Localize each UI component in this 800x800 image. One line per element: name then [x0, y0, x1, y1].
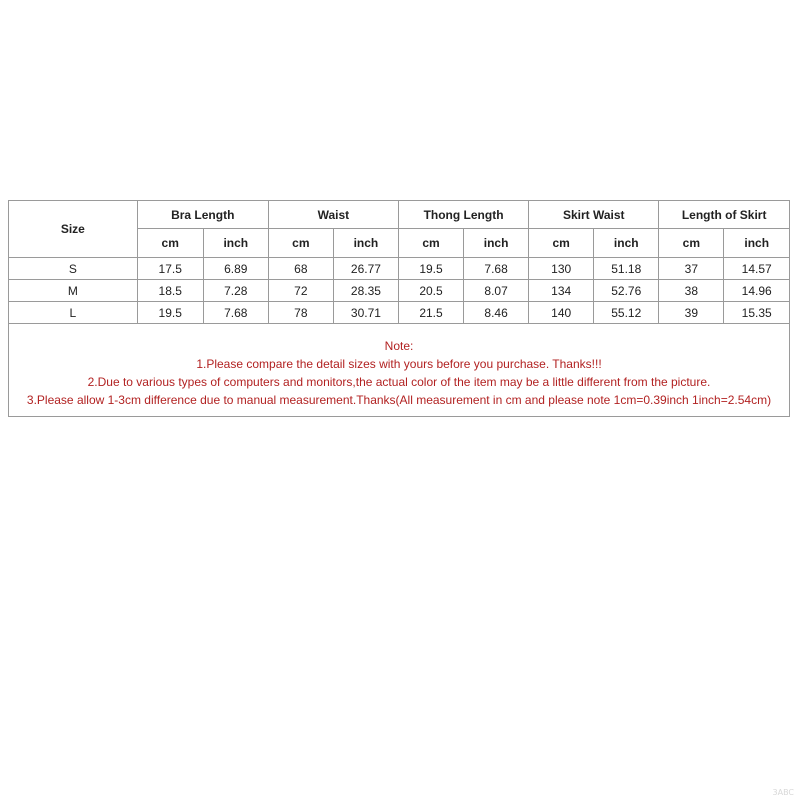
table-cell: 17.5	[137, 258, 203, 280]
table-cell: 39	[659, 302, 724, 324]
size-header: Size	[9, 201, 137, 258]
unit-header-cm: cm	[659, 229, 724, 258]
group-header-thong-length: Thong Length	[398, 201, 528, 229]
table-cell: 72	[268, 280, 333, 302]
table-cell: 130	[529, 258, 594, 280]
table-row	[9, 258, 789, 280]
notes-section	[9, 324, 789, 409]
table-cell: 6.89	[203, 258, 268, 280]
group-header-waist: Waist	[268, 201, 398, 229]
table-cell: 7.68	[464, 258, 529, 280]
unit-header-inch: inch	[464, 229, 529, 258]
table-cell: 26.77	[333, 258, 398, 280]
table-cell: 37	[659, 258, 724, 280]
table-cell: 55.12	[594, 302, 659, 324]
table-cell: 7.28	[203, 280, 268, 302]
group-header-skirt-waist: Skirt Waist	[529, 201, 659, 229]
table-cell: 14.96	[724, 280, 789, 302]
note-line: 1.Please compare the detail sizes with yours before you purchase. Thanks!!!	[196, 357, 602, 371]
table-cell: 28.35	[333, 280, 398, 302]
table-cell: 7.68	[203, 302, 268, 324]
table-cell: 14.57	[724, 258, 789, 280]
table-cell: 19.5	[137, 302, 203, 324]
note-line: 3.Please allow 1-3cm difference due to manual measurement.Thanks(All measurement in cm and please note 1cm=0.39inch 1inch=2.54cm)	[26, 393, 772, 407]
size-cell: M	[9, 280, 137, 302]
table-cell: 20.5	[398, 280, 463, 302]
group-header-bra-length: Bra Length	[137, 201, 268, 229]
table-row	[9, 280, 789, 302]
size-chart	[8, 200, 790, 417]
group-header-length-of-skirt: Length of Skirt	[659, 201, 789, 229]
table-cell: 8.46	[464, 302, 529, 324]
table-cell: 51.18	[594, 258, 659, 280]
note-line: 2.Due to various types of computers and monitors,the actual color of the item may be a little different from the picture.	[87, 375, 711, 389]
unit-header-cm: cm	[268, 229, 333, 258]
size-cell: L	[9, 302, 137, 324]
table-cell: 19.5	[398, 258, 463, 280]
table-cell: 78	[268, 302, 333, 324]
unit-header-cm: cm	[398, 229, 463, 258]
table-cell: 18.5	[137, 280, 203, 302]
table-row	[9, 302, 789, 324]
table-cell: 52.76	[594, 280, 659, 302]
size-table	[9, 201, 789, 324]
table-cell: 134	[529, 280, 594, 302]
unit-header-inch: inch	[724, 229, 789, 258]
table-cell: 68	[268, 258, 333, 280]
notes-title: Note:	[384, 339, 414, 353]
unit-header-cm: cm	[137, 229, 203, 258]
table-cell: 21.5	[398, 302, 463, 324]
unit-header-inch: inch	[594, 229, 659, 258]
unit-header-inch: inch	[333, 229, 398, 258]
table-cell: 8.07	[464, 280, 529, 302]
unit-header-inch: inch	[203, 229, 268, 258]
unit-header-cm: cm	[529, 229, 594, 258]
table-cell: 30.71	[333, 302, 398, 324]
table-cell: 140	[529, 302, 594, 324]
watermark: 3ABC	[772, 788, 794, 797]
size-cell: S	[9, 258, 137, 280]
table-cell: 15.35	[724, 302, 789, 324]
table-cell: 38	[659, 280, 724, 302]
